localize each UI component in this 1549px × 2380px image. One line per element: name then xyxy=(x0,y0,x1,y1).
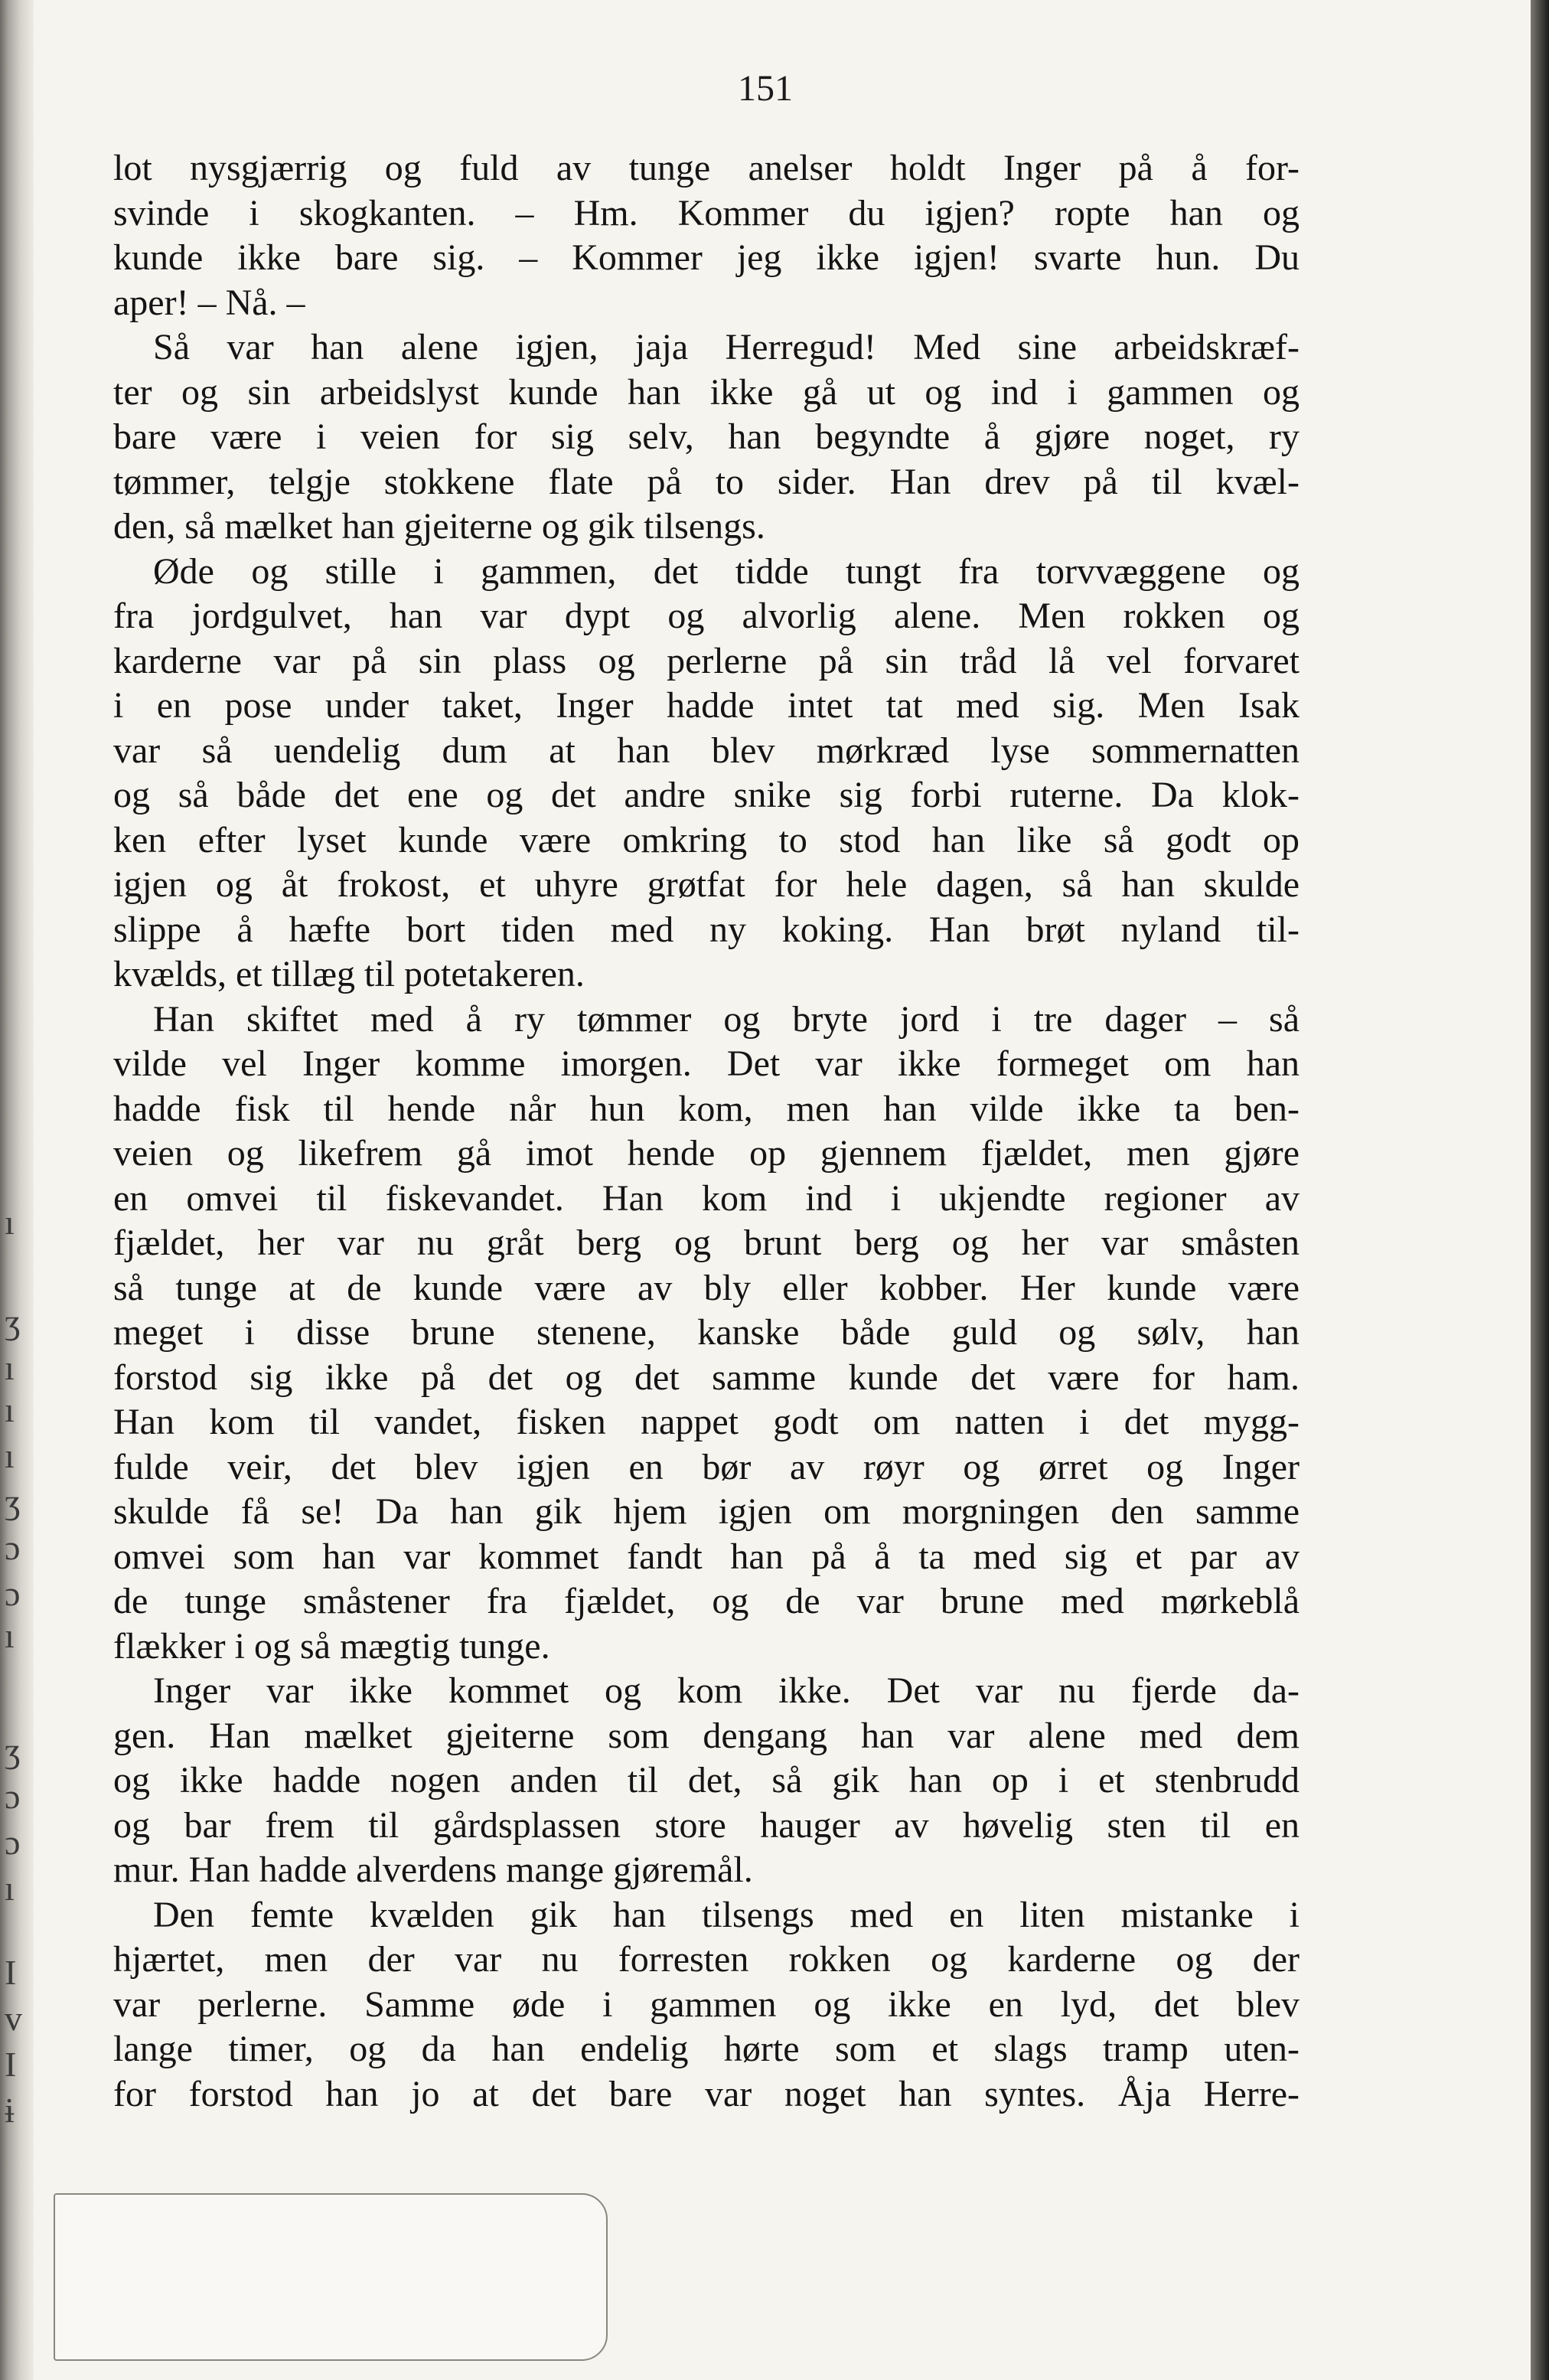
text-line: veien og likefrem gå imot hende op gjennem fjældet, men gjøre xyxy=(113,1133,1300,1174)
text-line: skulde få se! Da han gik hjem igjen om morgningen den samme xyxy=(113,1491,1300,1532)
margin-fragment: ɔ xyxy=(5,1574,21,1613)
text-line: en omvei til fiskevandet. Han kom ind i ukjendte regioner av xyxy=(113,1177,1300,1219)
text-line: de tunge småstener fra fjældet, og de var brune med mørkeblå xyxy=(113,1581,1300,1621)
text-line: svinde i skogkanten. – Hm. Kommer du igjen? ropte han og xyxy=(113,192,1300,233)
previous-page-fragments xyxy=(2,1202,32,2274)
text-line: lot nysgjærrig og fuld av tunge anelser holdt Inger på å for- xyxy=(113,148,1300,188)
text-line: for forstod han jo at det bare var noget han syntes. Åja Herre- xyxy=(113,2073,1300,2114)
text-line: slippe å hæfte bort tiden med ny koking. Han brøt nyland til- xyxy=(113,909,1300,950)
margin-fragment: ı xyxy=(5,1616,15,1655)
text-line: bare være i veien for sig selv, han begyndte å gjøre noget, ry xyxy=(113,416,1300,457)
text-line: fulde veir, det blev igjen en bør av røyr og ørret og Inger xyxy=(113,1446,1300,1487)
text-line: kvælds, et tillæg til potetakeren. xyxy=(113,954,585,994)
text-line: var så uendelig dum at han blev mørkræd lyse sommernatten xyxy=(113,730,1300,771)
text-line: Så var han alene igjen, jaja Herregud! Med sine arbeidskræf- xyxy=(153,327,1300,367)
margin-fragment: ɔ xyxy=(5,1528,21,1567)
text-line: mur. Han hadde alverdens mange gjøremål. xyxy=(113,1849,753,1890)
body-text xyxy=(113,146,1300,2117)
text-line: Han kom til vandet, fisken nappet godt om natten i det mygg- xyxy=(113,1402,1300,1442)
margin-fragment: ɔ xyxy=(5,1823,21,1862)
margin-fragment: ʒ xyxy=(5,1482,21,1521)
text-line: og bar frem til gårdsplassen store hauger av høvelig sten til en xyxy=(113,1804,1300,1846)
margin-fragment: I xyxy=(5,2045,17,2084)
margin-fragment: ı xyxy=(5,1348,15,1387)
text-line: Inger var ikke kommet og kom ikke. Det var nu fjerde da- xyxy=(153,1670,1300,1711)
text-line: og så både det ene og det andre snike sig forbi ruterne. Da klok- xyxy=(113,775,1300,815)
margin-fragment: ı xyxy=(5,1436,15,1475)
text-line: Den femte kvælden gik han tilsengs med en liten mistanke i xyxy=(153,1894,1300,1935)
text-line: og ikke hadde nogen anden til det, så gik han op i et stenbrudd xyxy=(113,1760,1300,1801)
text-line: lange timer, og da han endelig hørte som et slags tramp uten- xyxy=(113,2029,1300,2069)
text-line: forstod sig ikke på det og det samme kunde det være for ham. xyxy=(113,1357,1300,1398)
text-line: Øde og stille i gammen, det tidde tungt fra torvvæggene og xyxy=(153,550,1300,592)
paper-slip-outline xyxy=(54,2193,608,2361)
text-line: tømmer, telgje stokkene flate på to sider. Han drev på til kvæl- xyxy=(113,461,1300,502)
text-line: flækker i og så mægtig tunge. xyxy=(113,1625,550,1667)
page-number: 151 xyxy=(738,68,793,109)
text-line: fra jordgulvet, han var dypt og alvorlig alene. Men rokken og xyxy=(113,596,1300,636)
margin-fragment: ʒ xyxy=(5,1731,21,1770)
margin-fragment: ı xyxy=(5,1203,15,1242)
text-line: aper! – Nå. – xyxy=(113,282,305,323)
text-line: hadde fisk til hende når hun kom, men han vilde ikke ta ben- xyxy=(113,1088,1300,1129)
margin-fragment: I xyxy=(5,1953,17,1992)
text-line: vilde vel Inger komme imorgen. Det var ikke formeget om han xyxy=(113,1043,1300,1084)
text-line: gen. Han mælket gjeiterne som dengang han var alene med dem xyxy=(113,1715,1300,1756)
scan-edge xyxy=(1531,0,1549,2380)
margin-fragment: ı xyxy=(5,1869,15,1908)
margin-fragment: ı xyxy=(5,1390,15,1429)
text-line: kunde ikke bare sig. – Kommer jeg ikke igjen! svarte hun. Du xyxy=(113,237,1300,278)
margin-fragment: ɔ xyxy=(5,1777,21,1816)
text-line: så tunge at de kunde være av bly eller kobber. Her kunde være xyxy=(113,1267,1300,1308)
text-line: den, så mælket han gjeiterne og gik tilsengs. xyxy=(113,506,765,547)
text-line: hjærtet, men der var nu forresten rokken og karderne og der xyxy=(113,1939,1300,1980)
text-line: var perlerne. Samme øde i gammen og ikke en lyd, det blev xyxy=(113,1983,1300,2025)
margin-fragment: ɨ xyxy=(5,2091,15,2130)
margin-fragment: v xyxy=(5,1999,22,2038)
margin-fragment: ʒ xyxy=(5,1302,21,1341)
text-line: ter og sin arbeidslyst kunde han ikke gå ut og ind i gammen og xyxy=(113,371,1300,413)
text-line: karderne var på sin plass og perlerne på sin tråd lå vel forvaret xyxy=(113,640,1300,681)
text-line: igjen og åt frokost, et uhyre grøtfat for hele dagen, så han skulde xyxy=(113,864,1300,905)
text-line: i en pose under taket, Inger hadde intet tat med sig. Men Isak xyxy=(113,685,1300,726)
text-line: ken efter lyset kunde være omkring to stod han like så godt op xyxy=(113,819,1300,860)
text-line: meget i disse brune stenene, kanske både guld og sølv, han xyxy=(113,1312,1300,1353)
text-line: Han skiftet med å ry tømmer og bryte jord i tre dager – så xyxy=(153,998,1300,1040)
text-line: fjældet, her var nu gråt berg og brunt berg og her var småsten xyxy=(113,1223,1300,1263)
text-line: omvei som han var kommet fandt han på å ta med sig et par av xyxy=(113,1536,1300,1577)
